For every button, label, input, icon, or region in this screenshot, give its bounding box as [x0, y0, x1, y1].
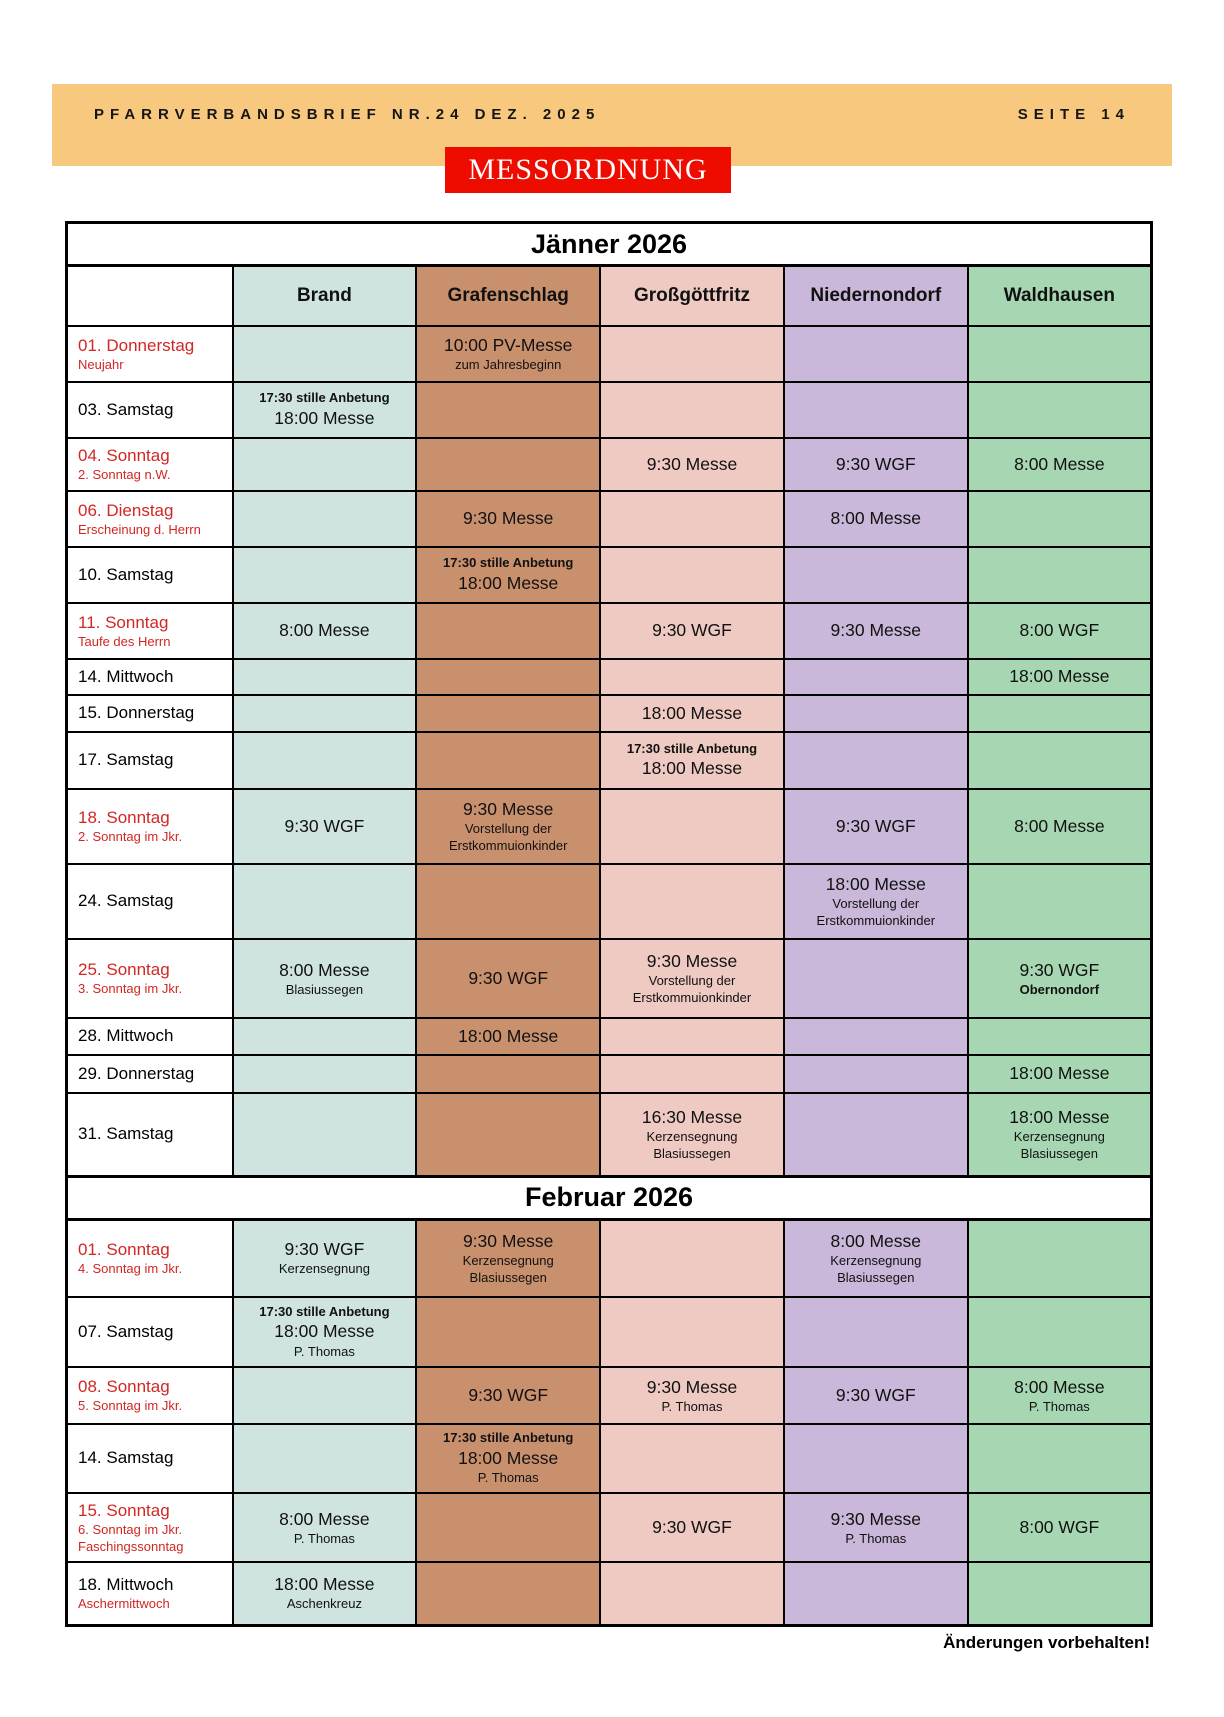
date-line: 18. Sonntag: [78, 808, 170, 827]
schedule-row: [67, 1219, 1152, 1297]
mass-line: 9:30 Messe: [462, 799, 554, 820]
mass-cell-grafenschlag: [416, 491, 600, 547]
mass-cell-waldhausen: [968, 438, 1152, 491]
mass-cell-brand: [233, 1562, 417, 1625]
date-column-header: [67, 266, 233, 327]
date-cell: [67, 789, 233, 864]
mass-cell-brand: [233, 695, 417, 732]
mass-cell-brand: [233, 1055, 417, 1093]
mass-line: 9:30 WGF: [468, 967, 549, 988]
mass-line: Erstkommuionkinder: [448, 838, 568, 854]
date-line: Erscheinung d. Herrn: [78, 521, 201, 537]
mass-cell-waldhausen: [968, 326, 1152, 382]
schedule-row: [67, 1297, 1152, 1367]
mass-cell-waldhausen: [968, 1055, 1152, 1093]
mass-cell-brand: [233, 1219, 417, 1297]
mass-cell-grossgoettfritz: [600, 1493, 784, 1562]
mass-cell-grossgoettfritz: [600, 1018, 784, 1055]
mass-cell-grafenschlag: [416, 1424, 600, 1493]
date-line: 17. Samstag: [78, 750, 174, 770]
mass-line: P. Thomas: [1028, 1398, 1090, 1414]
mass-line: 17:30 stille Anbetung: [259, 390, 390, 405]
date-line: 01. Donnerstag: [78, 335, 195, 355]
mass-cell-niedernondorf: [784, 864, 968, 939]
column-header-grossgoettfritz: Großgöttfritz: [600, 266, 784, 327]
schedule-row: [67, 491, 1152, 547]
mass-cell-grafenschlag: [416, 732, 600, 789]
mass-cell-waldhausen: [968, 864, 1152, 939]
date-cell: [67, 1219, 233, 1297]
mass-cell-niedernondorf: [784, 939, 968, 1018]
schedule-row: [67, 1493, 1152, 1562]
mass-cell-brand: [233, 1297, 417, 1367]
mass-cell-waldhausen: [968, 1093, 1152, 1176]
mass-cell-grafenschlag: [416, 1562, 600, 1625]
schedule-row: [67, 382, 1152, 438]
mass-line: 8:00 WGF: [1019, 620, 1100, 641]
mass-line: 18:00 Messe: [458, 1025, 559, 1046]
mass-cell-waldhausen: [968, 1367, 1152, 1424]
date-cell: [67, 1493, 233, 1562]
date-line: 18. Mittwoch: [78, 1574, 174, 1594]
month-row: [67, 223, 1152, 266]
mass-line: 9:30 Messe: [646, 951, 738, 972]
mass-line: 8:00 Messe: [279, 959, 370, 980]
mass-line: 9:30 Messe: [462, 508, 554, 529]
mass-line: 9:30 WGF: [652, 620, 732, 641]
date-line: Aschermittwoch: [78, 1595, 170, 1611]
mass-line: Erstkommuionkinder: [816, 913, 936, 929]
date-cell: [67, 382, 233, 438]
date-cell: [67, 1424, 233, 1493]
mass-cell-grafenschlag: [416, 547, 600, 603]
date-cell: [67, 1367, 233, 1424]
schedule-row: [67, 1562, 1152, 1625]
mass-line: 17:30 stille Anbetung: [443, 555, 574, 570]
mass-line: 18:00 Messe: [458, 1447, 559, 1468]
mass-cell-grossgoettfritz: [600, 695, 784, 732]
mass-line: 9:30 Messe: [646, 453, 738, 474]
mass-cell-grafenschlag: [416, 603, 600, 659]
mass-schedule-table: [65, 221, 1153, 1627]
mass-line: 9:30 WGF: [468, 1384, 549, 1405]
mass-line: 8:00 Messe: [830, 1230, 922, 1251]
mass-line: 18:00 Messe: [274, 407, 375, 428]
date-cell: [67, 1055, 233, 1093]
mass-line: 17:30 stille Anbetung: [626, 740, 758, 756]
mass-cell-niedernondorf: [784, 695, 968, 732]
mass-line: 9:30 WGF: [835, 815, 916, 836]
month-header: Jänner 2026: [67, 223, 1152, 266]
schedule-row: [67, 732, 1152, 789]
schedule-row: [67, 1018, 1152, 1055]
mass-cell-grossgoettfritz: [600, 1367, 784, 1424]
mass-cell-waldhausen: [968, 547, 1152, 603]
mass-line: 18:00 Messe: [274, 1574, 375, 1595]
newsletter-title: PFARRVERBANDSBRIEF NR.24 DEZ. 2025: [94, 105, 601, 123]
mass-cell-grafenschlag: [416, 659, 600, 695]
date-cell: [67, 732, 233, 789]
mass-cell-grossgoettfritz: [600, 326, 784, 382]
schedule-row: [67, 789, 1152, 864]
date-line: 24. Samstag: [78, 891, 174, 911]
date-line: 28. Mittwoch: [78, 1026, 174, 1046]
mass-line: 9:30 WGF: [284, 815, 365, 836]
schedule-row: [67, 939, 1152, 1018]
date-line: 29. Donnerstag: [78, 1063, 195, 1083]
mass-cell-brand: [233, 1493, 417, 1562]
schedule-row: [67, 1055, 1152, 1093]
mass-cell-niedernondorf: [784, 789, 968, 864]
mass-cell-waldhausen: [968, 1424, 1152, 1493]
date-line: 04. Sonntag: [78, 446, 170, 465]
date-line: 3. Sonntag im Jkr.: [78, 981, 183, 997]
column-header-brand: Brand: [233, 266, 417, 327]
date-cell: [67, 1093, 233, 1176]
mass-cell-brand: [233, 1018, 417, 1055]
mass-line: 9:30 Messe: [830, 620, 922, 641]
mass-cell-waldhausen: [968, 491, 1152, 547]
date-line: 07. Samstag: [78, 1321, 174, 1341]
mass-cell-niedernondorf: [784, 603, 968, 659]
schedule-row: [67, 864, 1152, 939]
mass-cell-grafenschlag: [416, 1367, 600, 1424]
mass-cell-niedernondorf: [784, 1018, 968, 1055]
mass-cell-grossgoettfritz: [600, 1562, 784, 1625]
mass-line: P. Thomas: [845, 1530, 907, 1546]
mass-cell-waldhausen: [968, 695, 1152, 732]
mass-cell-grossgoettfritz: [600, 491, 784, 547]
mass-cell-grafenschlag: [416, 326, 600, 382]
mass-line: 9:30 Messe: [462, 1230, 554, 1251]
mass-line: Kerzensegnung: [278, 1261, 370, 1277]
mass-line: Blasiussegen: [653, 1145, 731, 1161]
mass-cell-brand: [233, 382, 417, 438]
mass-cell-grafenschlag: [416, 1018, 600, 1055]
mass-cell-brand: [233, 789, 417, 864]
date-line: 14. Mittwoch: [78, 666, 174, 686]
mass-cell-waldhausen: [968, 789, 1152, 864]
mass-cell-niedernondorf: [784, 1562, 968, 1625]
mass-line: 17:30 stille Anbetung: [443, 1430, 574, 1446]
mass-cell-grossgoettfritz: [600, 732, 784, 789]
mass-cell-grossgoettfritz: [600, 939, 784, 1018]
mass-line: Vorstellung der: [464, 821, 552, 837]
mass-line: Obernondorf: [1019, 981, 1100, 997]
mass-cell-niedernondorf: [784, 1297, 968, 1367]
mass-line: P. Thomas: [477, 1470, 539, 1486]
mass-cell-grossgoettfritz: [600, 1297, 784, 1367]
date-cell: [67, 547, 233, 603]
date-cell: [67, 659, 233, 695]
mass-line: 17:30 stille Anbetung: [259, 1303, 390, 1319]
mass-cell-brand: [233, 1367, 417, 1424]
mass-line: 18:00 Messe: [1009, 1106, 1110, 1127]
date-cell: [67, 864, 233, 939]
schedule-row: [67, 1367, 1152, 1424]
date-line: Neujahr: [78, 356, 124, 372]
date-line: 6. Sonntag im Jkr.: [78, 1521, 183, 1537]
mass-line: 8:00 WGF: [1019, 1516, 1100, 1537]
mass-line: 9:30 WGF: [652, 1516, 732, 1537]
mass-line: 10:00 PV-Messe: [443, 335, 573, 355]
mass-cell-grafenschlag: [416, 1297, 600, 1367]
column-header-row: [67, 266, 1152, 327]
mass-cell-grafenschlag: [416, 864, 600, 939]
mass-line: Kerzensegnung: [462, 1252, 554, 1268]
mass-cell-niedernondorf: [784, 1493, 968, 1562]
mass-line: 9:30 Messe: [830, 1508, 922, 1529]
mass-cell-waldhausen: [968, 1493, 1152, 1562]
schedule-body: [67, 223, 1152, 1626]
mass-cell-grossgoettfritz: [600, 547, 784, 603]
mass-cell-brand: [233, 438, 417, 491]
mass-cell-grossgoettfritz: [600, 603, 784, 659]
mass-line: Blasiussegen: [837, 1269, 915, 1285]
mass-line: 8:00 Messe: [1014, 815, 1105, 836]
mass-line: 18:00 Messe: [458, 572, 559, 593]
messordnung-banner: MESSORDNUNG: [445, 147, 731, 193]
mass-line: 8:00 Messe: [1014, 1376, 1105, 1397]
mass-line: Erstkommuionkinder: [632, 990, 752, 1006]
mass-cell-grossgoettfritz: [600, 438, 784, 491]
mass-line: 18:00 Messe: [1009, 666, 1110, 687]
mass-cell-waldhausen: [968, 732, 1152, 789]
date-line: 10. Samstag: [78, 564, 174, 584]
schedule-row: [67, 438, 1152, 491]
mass-line: 18:00 Messe: [274, 1321, 375, 1342]
mass-line: Kerzensegnung: [646, 1128, 738, 1144]
mass-cell-brand: [233, 1424, 417, 1493]
disclaimer-note: Änderungen vorbehalten!: [943, 1633, 1150, 1652]
month-row: [67, 1176, 1152, 1219]
mass-line: Vorstellung der: [648, 973, 736, 989]
page-number: SEITE 14: [1017, 105, 1130, 123]
mass-line: P. Thomas: [293, 1530, 355, 1546]
mass-line: Aschenkreuz: [286, 1596, 362, 1612]
mass-cell-niedernondorf: [784, 1055, 968, 1093]
mass-line: 8:00 Messe: [1014, 453, 1105, 474]
date-line: 2. Sonntag n.W.: [78, 467, 171, 483]
mass-line: 9:30 WGF: [835, 453, 916, 474]
date-line: 2. Sonntag im Jkr.: [78, 829, 183, 845]
date-line: 08. Sonntag: [78, 1377, 170, 1396]
date-line: 03. Samstag: [78, 399, 174, 419]
column-header-grafenschlag: Grafenschlag: [416, 266, 600, 327]
schedule-row: [67, 695, 1152, 732]
mass-cell-waldhausen: [968, 1297, 1152, 1367]
mass-line: 9:30 WGF: [1019, 959, 1100, 980]
mass-line: Vorstellung der: [832, 896, 920, 912]
mass-line: 8:00 Messe: [279, 1508, 370, 1529]
date-line: 06. Dienstag: [78, 500, 174, 520]
mass-cell-grossgoettfritz: [600, 1055, 784, 1093]
mass-cell-grossgoettfritz: [600, 789, 784, 864]
mass-cell-brand: [233, 603, 417, 659]
schedule-row: [67, 603, 1152, 659]
mass-line: 8:00 Messe: [279, 620, 370, 641]
date-line: 15. Donnerstag: [78, 703, 195, 723]
mass-cell-brand: [233, 547, 417, 603]
date-cell: [67, 1018, 233, 1055]
mass-cell-niedernondorf: [784, 382, 968, 438]
date-cell: [67, 1297, 233, 1367]
date-cell: [67, 1562, 233, 1625]
mass-line: 9:30 WGF: [284, 1239, 365, 1260]
mass-line: 9:30 Messe: [646, 1376, 738, 1397]
mass-cell-grafenschlag: [416, 1493, 600, 1562]
date-cell: [67, 326, 233, 382]
date-cell: [67, 695, 233, 732]
mass-cell-grafenschlag: [416, 1219, 600, 1297]
mass-cell-niedernondorf: [784, 438, 968, 491]
mass-cell-grafenschlag: [416, 438, 600, 491]
mass-line: P. Thomas: [661, 1398, 723, 1414]
date-line: 15. Sonntag: [78, 1500, 170, 1520]
mass-cell-waldhausen: [968, 659, 1152, 695]
date-line: 31. Samstag: [78, 1124, 174, 1144]
mass-cell-brand: [233, 326, 417, 382]
date-cell: [67, 491, 233, 547]
mass-line: Blasiussegen: [1020, 1145, 1098, 1161]
schedule-row: [67, 326, 1152, 382]
mass-cell-waldhausen: [968, 1018, 1152, 1055]
date-line: Faschingssonntag: [78, 1538, 184, 1554]
mass-cell-grossgoettfritz: [600, 382, 784, 438]
column-header-niedernondorf: Niedernondorf: [784, 266, 968, 327]
mass-cell-brand: [233, 732, 417, 789]
mass-line: 18:00 Messe: [641, 758, 743, 779]
mass-cell-niedernondorf: [784, 1093, 968, 1176]
mass-cell-grossgoettfritz: [600, 1424, 784, 1493]
mass-cell-niedernondorf: [784, 732, 968, 789]
date-cell: [67, 603, 233, 659]
column-header-waldhausen: Waldhausen: [968, 266, 1152, 327]
mass-cell-grossgoettfritz: [600, 659, 784, 695]
schedule-row: [67, 1424, 1152, 1493]
mass-cell-grafenschlag: [416, 1093, 600, 1176]
mass-cell-grafenschlag: [416, 695, 600, 732]
month-header: Februar 2026: [67, 1176, 1152, 1219]
mass-line: Kerzensegnung: [1013, 1128, 1105, 1144]
schedule-row: [67, 659, 1152, 695]
date-line: Taufe des Herrn: [78, 633, 171, 649]
mass-line: 18:00 Messe: [825, 874, 926, 895]
date-cell: [67, 438, 233, 491]
mass-cell-waldhausen: [968, 1562, 1152, 1625]
mass-line: 8:00 Messe: [830, 508, 922, 529]
mass-cell-grossgoettfritz: [600, 1093, 784, 1176]
mass-cell-brand: [233, 491, 417, 547]
mass-cell-grafenschlag: [416, 382, 600, 438]
mass-line: zum Jahresbeginn: [455, 357, 562, 373]
mass-line: P. Thomas: [293, 1343, 355, 1359]
date-line: 11. Sonntag: [78, 612, 169, 632]
mass-line: 16:30 Messe: [641, 1106, 743, 1127]
date-line: 5. Sonntag im Jkr.: [78, 1398, 183, 1414]
schedule-row: [67, 547, 1152, 603]
mass-cell-niedernondorf: [784, 1367, 968, 1424]
mass-cell-brand: [233, 939, 417, 1018]
mass-cell-niedernondorf: [784, 547, 968, 603]
mass-line: 9:30 WGF: [835, 1384, 916, 1405]
mass-cell-niedernondorf: [784, 659, 968, 695]
date-line: 4. Sonntag im Jkr.: [78, 1260, 183, 1276]
mass-line: Blasiussegen: [469, 1269, 547, 1285]
mass-cell-grafenschlag: [416, 939, 600, 1018]
mass-cell-niedernondorf: [784, 1219, 968, 1297]
schedule-row: [67, 1093, 1152, 1176]
date-line: 01. Sonntag: [78, 1239, 170, 1259]
mass-line: Kerzensegnung: [830, 1252, 922, 1268]
date-line: 25. Sonntag: [78, 960, 170, 979]
mass-cell-grossgoettfritz: [600, 1219, 784, 1297]
date-cell: [67, 939, 233, 1018]
mass-cell-grafenschlag: [416, 1055, 600, 1093]
mass-cell-brand: [233, 1093, 417, 1176]
mass-line: 18:00 Messe: [1009, 1063, 1110, 1084]
mass-cell-waldhausen: [968, 603, 1152, 659]
mass-cell-waldhausen: [968, 382, 1152, 438]
mass-cell-waldhausen: [968, 939, 1152, 1018]
mass-cell-grossgoettfritz: [600, 864, 784, 939]
mass-cell-brand: [233, 659, 417, 695]
mass-cell-niedernondorf: [784, 491, 968, 547]
mass-cell-waldhausen: [968, 1219, 1152, 1297]
date-line: 14. Samstag: [78, 1448, 174, 1468]
mass-cell-grafenschlag: [416, 789, 600, 864]
mass-cell-niedernondorf: [784, 326, 968, 382]
mass-line: Blasiussegen: [285, 981, 364, 997]
mass-cell-niedernondorf: [784, 1424, 968, 1493]
mass-cell-brand: [233, 864, 417, 939]
mass-line: 18:00 Messe: [641, 702, 743, 723]
